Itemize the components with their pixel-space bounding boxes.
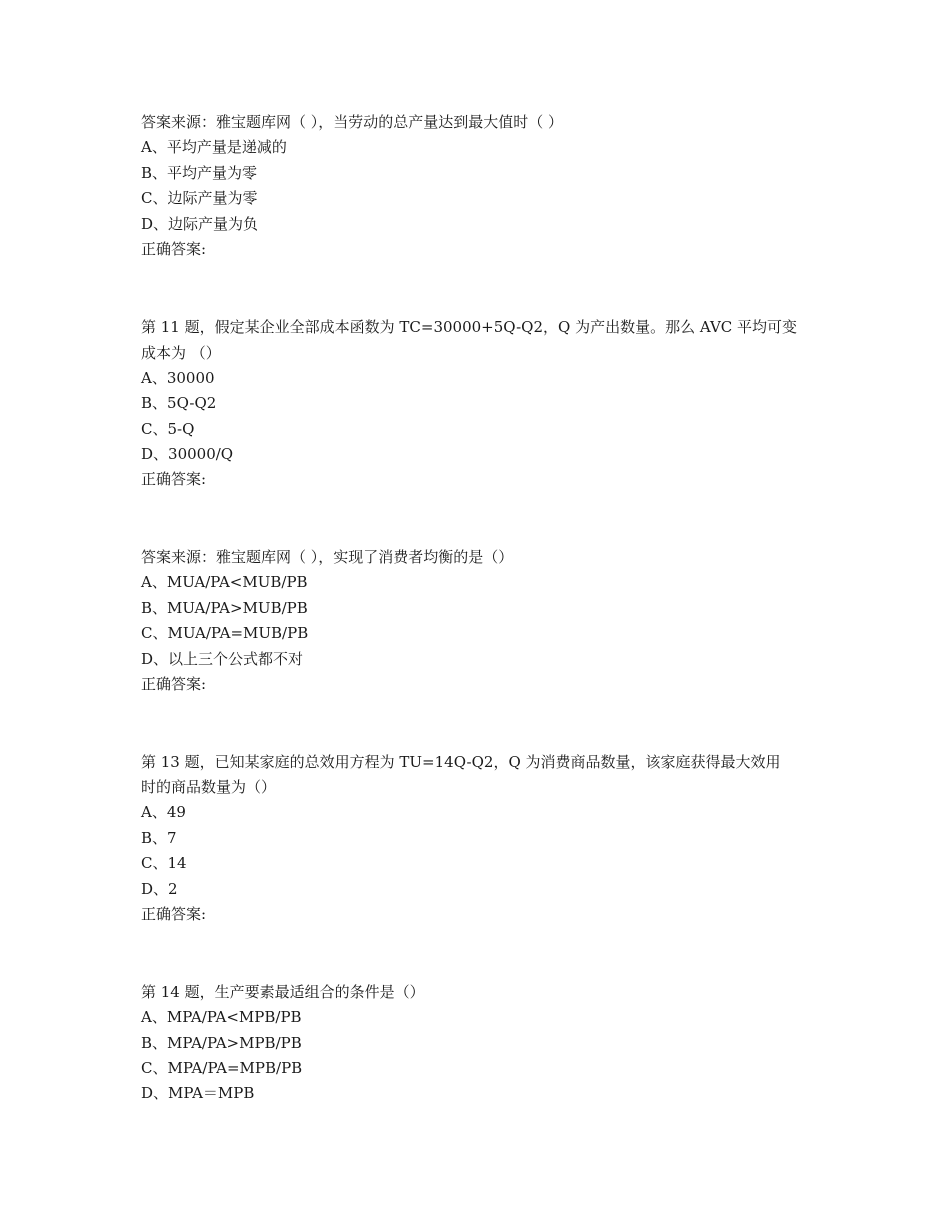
option-d: D、边际产量为负 [141, 214, 259, 233]
question-stem: 答案来源：雅宝题库网（ ），当劳动的总产量达到最大值时（ ） [141, 113, 564, 131]
spacer [141, 262, 811, 315]
answer-label: 正确答案: [141, 675, 207, 694]
option-a: A、30000 [141, 368, 215, 387]
option-a: A、MUA/PA<MUB/PB [141, 573, 308, 592]
option-d: D、MPA＝MPB [141, 1084, 255, 1103]
option-b: B、7 [141, 828, 177, 847]
option-d: D、以上三个公式都不对 [141, 649, 304, 668]
option-a: A、MPA/PA<MPB/PB [141, 1008, 302, 1027]
answer-label: 正确答案: [141, 239, 207, 258]
answer-label: 正确答案: [141, 470, 207, 489]
spacer [141, 927, 811, 979]
option-a: A、49 [141, 803, 186, 822]
option-b: B、5Q-Q2 [141, 394, 217, 413]
option-c: C、边际产量为零 [141, 189, 258, 208]
option-c: C、MPA/PA=MPB/PB [141, 1058, 303, 1077]
question-stem-continued: 时的商品数量为（） [141, 777, 277, 796]
option-a: A、平均产量是递减的 [141, 138, 287, 157]
option-b: B、平均产量为零 [141, 163, 258, 182]
option-d: D、30000/Q [141, 445, 234, 464]
option-d: D、2 [141, 879, 178, 898]
question-block [141, 750, 811, 928]
option-c: C、MUA/PA=MUB/PB [141, 624, 309, 643]
option-c: C、5-Q [141, 419, 195, 438]
answer-label: 正确答案: [141, 904, 207, 923]
question-stem: 第 13 题，已知某家庭的总效用方程为 TU=14Q-Q2，Q 为消费商品数量，该家庭获得最大效用 [141, 752, 781, 771]
option-b: B、MPA/PA>MPB/PB [141, 1033, 302, 1052]
spacer [141, 697, 811, 749]
option-b: B、MUA/PA>MUB/PB [141, 598, 308, 617]
option-c: C、14 [141, 854, 187, 873]
question-block [141, 315, 811, 493]
question-stem-continued: 成本为 （） [141, 343, 221, 362]
question-block [141, 980, 811, 1107]
question-stem: 答案来源：雅宝题库网（ ），实现了消费者均衡的是（） [141, 548, 514, 567]
question-block [141, 545, 811, 697]
question-stem: 第 11 题，假定某企业全部成本函数为 TC=30000+5Q-Q2，Q 为产出数量。那么 AVC 平均可变 [141, 318, 798, 337]
document-page [141, 110, 811, 1107]
spacer [141, 493, 811, 545]
question-block [141, 110, 811, 262]
question-stem: 第 14 题，生产要素最适组合的条件是（） [141, 982, 425, 1001]
